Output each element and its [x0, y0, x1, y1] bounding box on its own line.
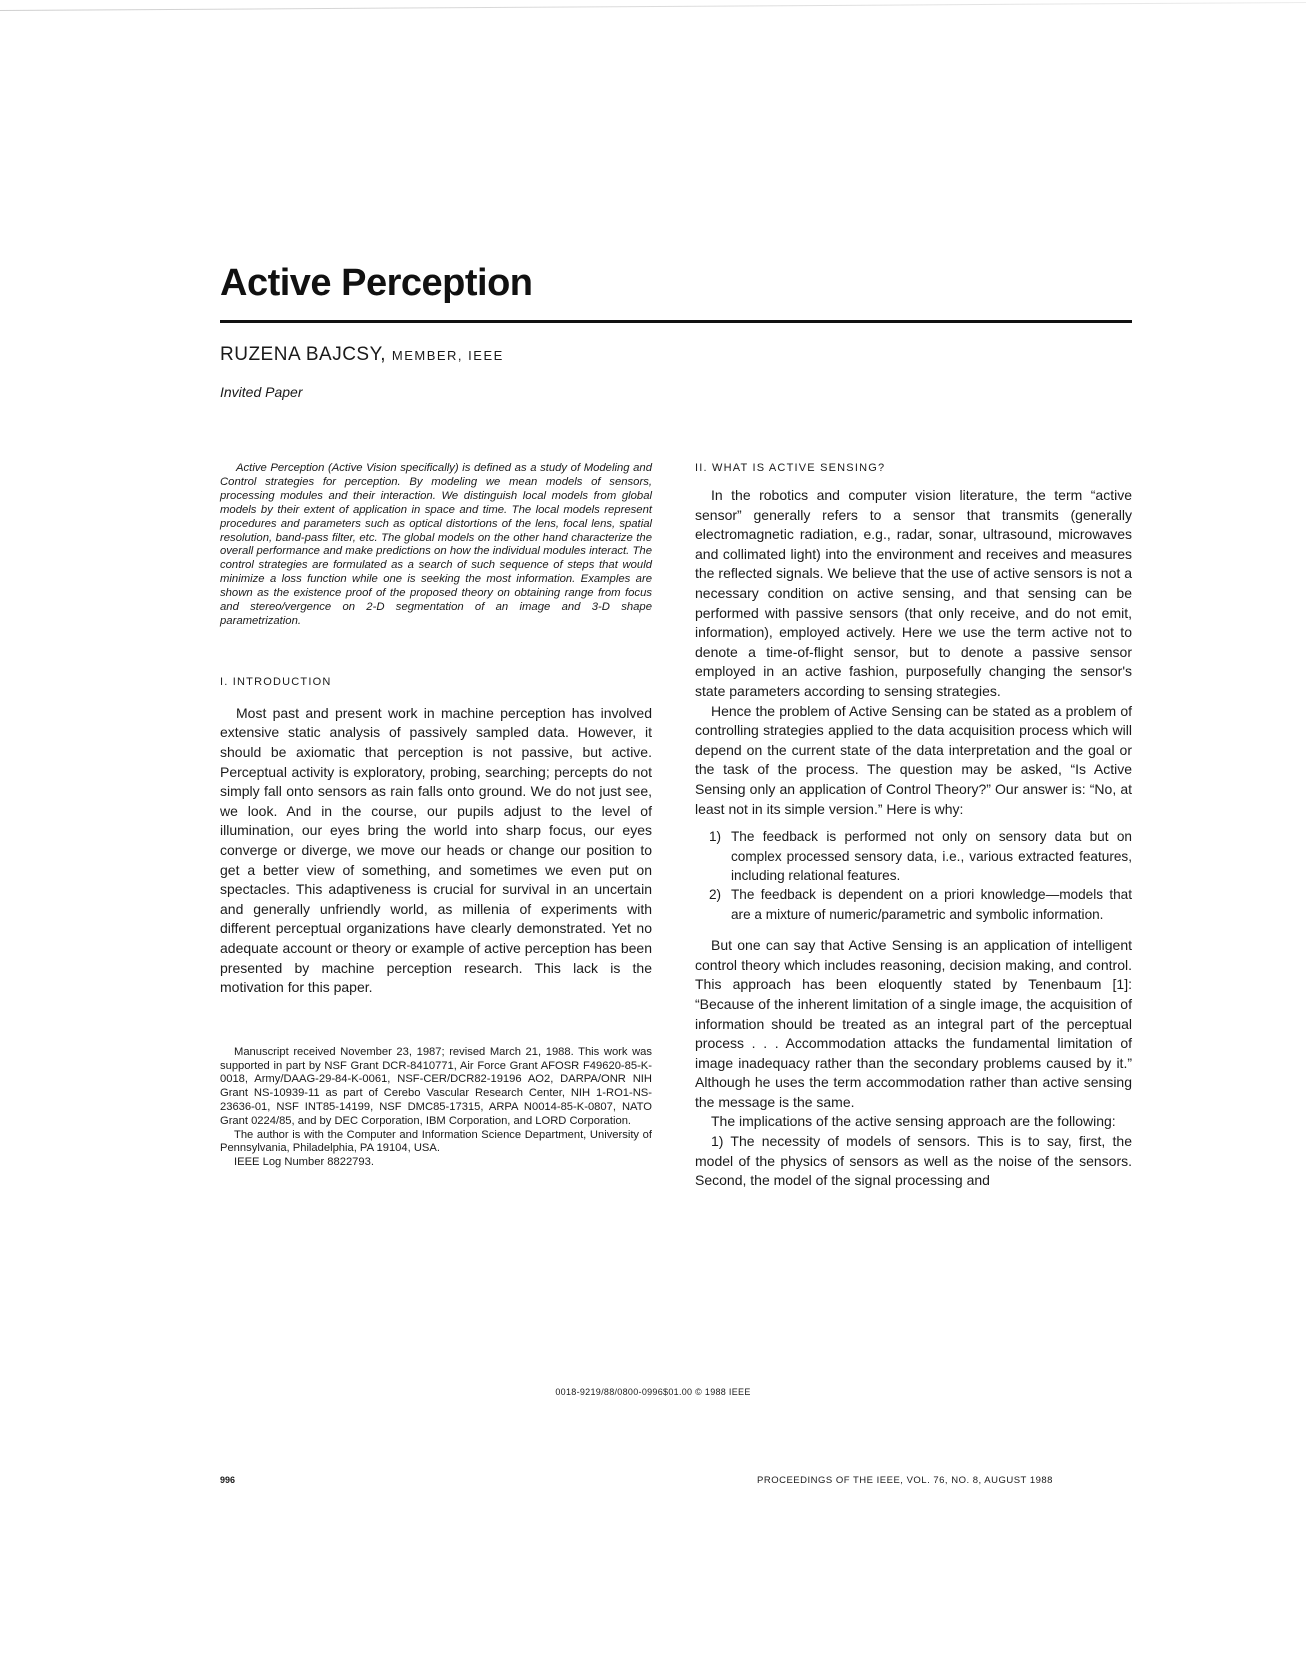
- paper-title: Active Perception: [220, 262, 533, 304]
- scan-edge-line: [0, 2, 1306, 11]
- enum-number: 1): [709, 829, 722, 845]
- section-heading-active-sensing: II. WHAT IS ACTIVE SENSING?: [695, 462, 886, 474]
- left-column: [220, 462, 652, 1170]
- author-name: RUZENA BAJCSY,: [220, 344, 387, 365]
- sensing-paragraph-4: The implications of the active sensing approach are the following:: [711, 1113, 1116, 1130]
- sensing-paragraph-3: But one can say that Active Sensing is an application of intelligent control theory which includes reasoning, decision making, and control. This approach has been eloquently stated by Tenenbaum [1]: “Because of the inherent limitation of a single image, the acquisition of information should be treated as an integral part of the perceptual process . . . Accommodation attacks the fundamental limitation of image inadequacy rather than the secondary problems caused by it.” Although he uses the term accommodation rather than active sensing the message is the same.: [695, 937, 1132, 1110]
- section-heading-introduction: I. INTRODUCTION: [220, 675, 332, 688]
- enum-number: 2): [709, 887, 722, 903]
- author-membership: MEMBER, IEEE: [391, 348, 504, 363]
- author-line: [220, 344, 504, 366]
- abstract: Active Perception (Active Vision specifically) is defined as a study of Modeling and Control strategies for perception. By modeling we mean models of sensors, processing modules and their interaction. We distinguish local models from global models by their extent of application in space and time. The local models represent procedures and parameters such as optical distortions of the lens, focal lens, spatial resolution, band-pass filter, etc. The global models on the other hand characterize the overall performance and make predictions on how the individual modules interact. The control strategies are formulated as a search of such sequence of steps that would minimize a loss function while one is seeking the most information. Examples are shown as the existence proof of the proposed theory on obtaining range from focus and stereo/vergence on 2-D segmentation of an image and 3-D shape parametrization.: [220, 462, 652, 627]
- page-number: 996: [220, 1475, 236, 1485]
- title-rule: [220, 320, 1132, 323]
- right-column: [695, 462, 1132, 1191]
- running-head: PROCEEDINGS OF THE IEEE, VOL. 76, NO. 8, AUGUST 1988: [757, 1475, 1053, 1486]
- copyright-line: 0018-9219/88/0800-0996$01.00 © 1988 IEEE: [555, 1387, 751, 1397]
- footnote-log-number: IEEE Log Number 8822793.: [234, 1156, 374, 1169]
- enum-item-1: [695, 827, 1132, 885]
- paper-type: Invited Paper: [220, 384, 303, 400]
- footnote-affiliation: The author is with the Computer and Information Science Department, University of Pennsylvania, Philadelphia, PA 19104, USA.: [220, 1128, 652, 1155]
- sensing-paragraph-2: Hence the problem of Active Sensing can be stated as a problem of controlling strategies applied to the data acquisition process which will depend on the current state of the data interpretation and the goal or the task of the process. The question may be asked, “Is Active Sensing only an application of Control Theory?” Our answer is: “No, at least not in its simple version.” Here is why:: [695, 702, 1132, 817]
- enum-item-2: [695, 885, 1132, 924]
- intro-paragraph: Most past and present work in machine perception has involved extensive static analysis of passively sampled data. However, it should be axiomatic that perception is not passive, but active. Perceptual activity is exploratory, probing, searching; percepts do not simply fall onto sensors as rain falls onto ground. We do not just see, we look. And in the course, our pupils adjust to the level of illumination, our eyes bring the world into sharp focus, our eyes converge or diverge, we move our heads or change our position to get a better view of something, and sometimes we even put on spectacles. This adaptiveness is crucial for survival in an uncertain and generally unfriendly world, as millenia of experiments with different perceptual organizations have clearly demonstrated. Yet no adequate account or theory or example of active perception has been presented by machine perception research. This lack is the motivation for this paper.: [220, 704, 652, 996]
- enum-text: The feedback is dependent on a priori knowledge—models that are a mixture of numeric/parametric and symbolic information.: [731, 887, 1132, 922]
- sensing-paragraph-5: 1) The necessity of models of sensors. This is to say, first, the model of the physics of sensors as well as the noise of the sensors. Second, the model of the signal processing and: [695, 1133, 1132, 1189]
- footnote-manuscript: Manuscript received November 23, 1987; revised March 21, 1988. This work was supported in part by NSF Grant DCR-8410771, Air Force Grant AFOSR F49620-85-K-0018, Army/DAAG-29-84-K-0061, NSF-CER/DCR82-19196 AO2, DARPA/ONR NIH Grant NS-10939-11 as part of Cerebo Vascular Research Center, NIH 1-RO1-NS-23636-01, NSF INT85-14199, NSF DMC85-17315, ARPA N0014-85-K-0807, NATO Grant 0224/85, and by DEC Corporation, IBM Corporation, and LORD Corporation.: [220, 1045, 652, 1127]
- enum-text: The feedback is performed not only on sensory data but on complex processed sensory data, i.e., various extracted features, including relational features.: [731, 829, 1132, 883]
- sensing-paragraph-1: In the robotics and computer vision literature, the term “active sensor” generally refers to a sensor that transmits (generally electromagnetic radiation, e.g., radar, sonar, ultrasound, microwaves and collimated light) into the environment and receives and measures the reflected signals. We believe that the use of active sensors is not a necessary condition on active sensing, and that sensing can be performed with passive sensors (that only receive, and do not emit, information), employed actively. Here we use the term active not to denote a time-of-flight sensor, but to denote a passive sensor employed in an active fashion, purposefully changing the sensor's state parameters according to sensing strategies.: [695, 487, 1132, 699]
